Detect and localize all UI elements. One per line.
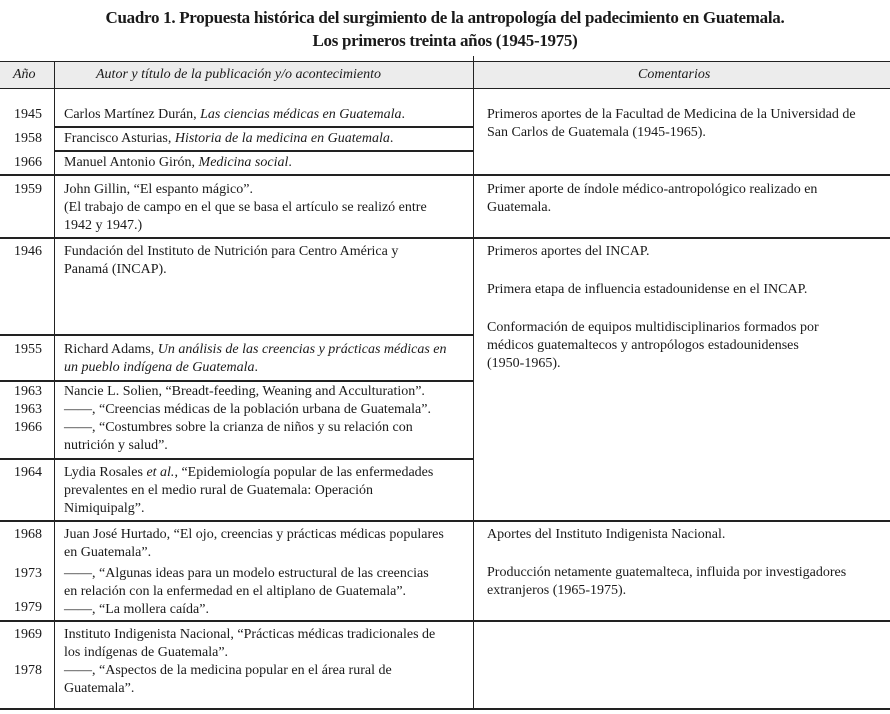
author-cell bbox=[64, 154, 292, 172]
author-line: Panamá (INCAP). bbox=[64, 262, 167, 277]
author-text: Francisco Asturias, bbox=[64, 131, 175, 146]
comment-line: Primera etapa de influencia estadounidense en el INCAP. bbox=[487, 282, 808, 297]
author-text: , “Epidemiología popular de las enfermedades bbox=[174, 465, 434, 480]
row-divider bbox=[54, 150, 473, 152]
author-cell bbox=[64, 181, 427, 235]
author-line: ——, “Creencias médicas de la población urbana de Guatemala”. bbox=[64, 402, 431, 417]
publication-title: Medicina social bbox=[198, 155, 289, 170]
author-line: Nimiquipalg”. bbox=[64, 501, 145, 516]
comment-line: Guatemala. bbox=[487, 200, 552, 215]
author-line: en Guatemala”. bbox=[64, 545, 152, 560]
row-divider bbox=[0, 237, 890, 239]
year: 1963 bbox=[14, 402, 42, 417]
table-title: Cuadro 1. Propuesta histórica del surgimiento de la antropología del padecimiento en Guatemala. bbox=[105, 8, 785, 27]
author-line: nutrición y salud”. bbox=[64, 438, 168, 453]
author-line: 1942 y 1947.) bbox=[64, 218, 143, 233]
header-comments: Comentarios bbox=[638, 67, 711, 82]
author-line: Fundación del Instituto de Nutrición para Centro América y bbox=[64, 244, 399, 259]
et-al: et al. bbox=[146, 465, 175, 480]
author-cell bbox=[64, 383, 431, 455]
author-line: Guatemala”. bbox=[64, 681, 135, 696]
row-divider bbox=[0, 520, 890, 522]
author-line: Instituto Indigenista Nacional, “Prácticas médicas tradicionales de bbox=[64, 627, 436, 642]
author-line: los indígenas de Guatemala”. bbox=[64, 645, 229, 660]
row-divider bbox=[0, 174, 890, 176]
author-line: ——, “La mollera caída”. bbox=[64, 602, 209, 617]
year-cell: 1946 bbox=[14, 244, 42, 259]
comment-cell bbox=[487, 181, 817, 217]
comment-line: (1950-1965). bbox=[487, 356, 561, 371]
publication-title: Historia de la medicina en Guatemala bbox=[174, 131, 390, 146]
comment-line: Aportes del Instituto Indigenista Nacional. bbox=[487, 527, 726, 542]
comment-line: Conformación de equipos multidisciplinarios formados por bbox=[487, 320, 819, 335]
punct: . bbox=[288, 155, 292, 170]
row-divider bbox=[0, 620, 890, 622]
year-cell bbox=[14, 626, 42, 680]
header-author: Autor y título de la publicación y/o acontecimiento bbox=[96, 67, 381, 82]
author-line: prevalentes en el medio rural de Guatemala: Operación bbox=[64, 483, 374, 498]
author-line: (El trabajo de campo en el que se basa el artículo se realizó entre bbox=[64, 200, 427, 215]
row-divider bbox=[0, 458, 473, 460]
year: 1969 bbox=[14, 627, 42, 642]
comment-line: Primeros aportes del INCAP. bbox=[487, 244, 650, 259]
publication-title: Un análisis de las creencias y prácticas médicas en bbox=[157, 342, 447, 357]
row-divider bbox=[0, 380, 473, 382]
author-cell bbox=[64, 243, 398, 279]
year: 1978 bbox=[14, 663, 42, 678]
row-divider bbox=[0, 334, 473, 336]
year-cell: 1955 bbox=[14, 342, 42, 357]
table-header bbox=[0, 61, 890, 89]
author-line: ——, “Aspectos de la medicina popular en el área rural de bbox=[64, 663, 392, 678]
year-cell: 1958 bbox=[14, 131, 42, 146]
comment-line: Primer aporte de índole médico-antropológico realizado en bbox=[487, 182, 818, 197]
year-cell: 1964 bbox=[14, 465, 42, 480]
author-cell bbox=[64, 464, 433, 518]
column-divider bbox=[54, 61, 55, 708]
author-line: ——, “Costumbres sobre la crianza de niños y su relación con bbox=[64, 420, 413, 435]
comment-cell bbox=[487, 526, 846, 600]
year: 1979 bbox=[14, 600, 42, 615]
year-cell: 1966 bbox=[14, 155, 42, 170]
comment-line: San Carlos de Guatemala (1945-1965). bbox=[487, 125, 706, 140]
comment-cell bbox=[487, 243, 819, 373]
punct: . bbox=[401, 107, 405, 122]
author-text: Manuel Antonio Girón, bbox=[64, 155, 199, 170]
publication-title: Las ciencias médicas en Guatemala bbox=[200, 107, 402, 122]
column-divider bbox=[473, 56, 474, 708]
year: 1966 bbox=[14, 420, 42, 435]
table-bottom-rule bbox=[0, 708, 890, 710]
comment-cell bbox=[487, 106, 856, 142]
year: 1968 bbox=[14, 527, 42, 542]
comment-line: extranjeros (1965-1975). bbox=[487, 583, 627, 598]
comment-line: Producción netamente guatemalteca, influida por investigadores bbox=[487, 565, 847, 580]
author-line: John Gillin, “El espanto mágico”. bbox=[64, 182, 253, 197]
author-line: Juan José Hurtado, “El ojo, creencias y prácticas médicas populares bbox=[64, 527, 444, 542]
author-text: Lydia Rosales bbox=[64, 465, 147, 480]
author-line: en relación con la enfermedad en el altiplano de Guatemala”. bbox=[64, 584, 407, 599]
year-cell: 1959 bbox=[14, 182, 42, 197]
punct: . bbox=[389, 131, 394, 146]
header-year: Año bbox=[13, 67, 36, 82]
author-text: Richard Adams, bbox=[64, 342, 158, 357]
year: 1973 bbox=[14, 566, 42, 581]
publication-title: un pueblo indígena de Guatemala bbox=[64, 360, 255, 375]
author-cell bbox=[64, 341, 446, 377]
year-cell bbox=[14, 383, 42, 437]
author-cell bbox=[64, 626, 435, 698]
author-line: Nancie L. Solien, “Breadt-feeding, Weaning and Acculturation”. bbox=[64, 384, 425, 399]
table-subtitle: Los primeros treinta años (1945-1975) bbox=[312, 31, 578, 50]
author-cell bbox=[64, 526, 444, 619]
punct: . bbox=[254, 360, 259, 375]
year-cell: 1945 bbox=[14, 107, 42, 122]
author-cell bbox=[64, 106, 405, 124]
author-cell bbox=[64, 130, 393, 148]
author-line: ——, “Algunas ideas para un modelo estructural de las creencias bbox=[64, 566, 429, 581]
comment-line: Primeros aportes de la Facultad de Medicina de la Universidad de bbox=[487, 107, 856, 122]
year: 1963 bbox=[14, 384, 42, 399]
row-divider bbox=[54, 126, 473, 128]
author-text: Carlos Martínez Durán, bbox=[64, 107, 201, 122]
year-cell bbox=[14, 526, 42, 617]
comment-line: médicos guatemaltecos y antropólogos estadounidenses bbox=[487, 338, 799, 353]
